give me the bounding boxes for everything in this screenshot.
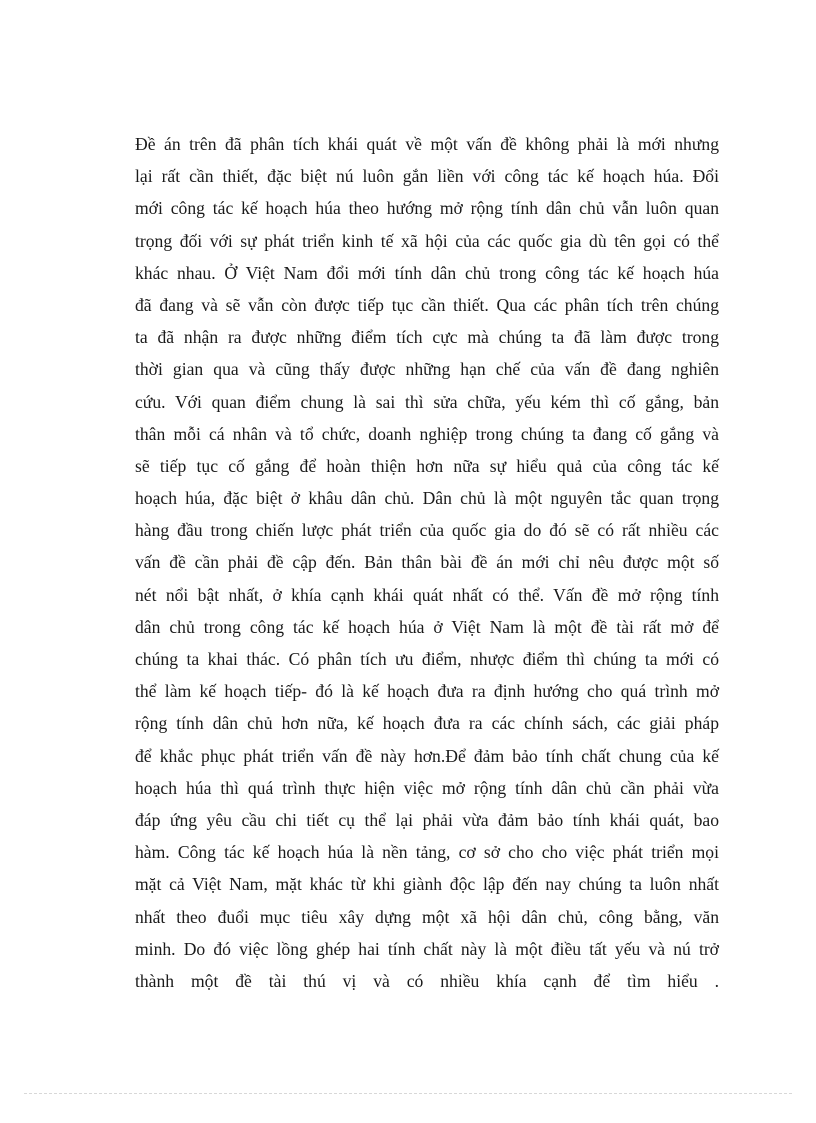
text-line: ta đã nhận ra được những điểm tích cực mà chúng ta đã làm được trong — [135, 327, 719, 348]
text-line: thể làm kế hoạch tiếp- đó là kế hoạch đưa ra định hướng cho quá trình mở — [135, 681, 719, 702]
text-line: thành một đề tài thú vị và có nhiều khía cạnh để tìm hiểu . — [135, 970, 719, 991]
text-line: thân mỗi cá nhân và tổ chức, doanh nghiệp trong chúng ta đang cố gắng và — [135, 423, 719, 444]
text-line: hàm. Công tác kế hoạch húa là nền tảng, cơ sở cho cho việc phát triển mọi — [135, 842, 719, 863]
text-line: dân chủ trong công tác kế hoạch húa ở Việt Nam là một đề tài rất mở để — [135, 616, 719, 637]
text-line: mới công tác kế hoạch húa theo hướng mở rộng tính dân chủ vẫn luôn quan — [135, 198, 719, 219]
text-line: hoạch húa thì quá trình thực hiện việc mở rộng tính dân chủ cần phải vừa — [135, 777, 719, 798]
body-paragraph — [135, 128, 719, 997]
text-line: nét nổi bật nhất, ở khía cạnh khái quát nhất có thể. Vấn đề mở rộng tính — [135, 584, 719, 605]
text-line: lại rất cần thiết, đặc biệt nú luôn gắn liền với công tác kế hoạch húa. Đổi — [135, 166, 719, 187]
text-line: minh. Do đó việc lồng ghép hai tính chất này là một điều tất yếu và nú trở — [135, 938, 719, 959]
text-line: khác nhau. Ở Việt Nam đổi mới tính dân chủ trong công tác kế hoạch húa — [135, 262, 719, 283]
text-line: nhất theo đuổi mục tiêu xây dựng một xã hội dân chủ, công bằng, văn — [135, 906, 719, 927]
text-line: rộng tính dân chủ hơn nữa, kế hoạch đưa ra các chính sách, các giải pháp — [135, 713, 719, 734]
text-line: trọng đối với sự phát triển kinh tế xã hội của các quốc gia dù tên gọi có thể — [135, 230, 719, 251]
text-line: thời gian qua và cũng thấy được những hạn chế của vấn đề đang nghiên — [135, 359, 719, 380]
text-line: cứu. Với quan điểm chung là sai thì sửa chữa, yếu kém thì cố gắng, bản — [135, 391, 719, 412]
text-line: để khắc phục phát triển vấn đề này hơn.Để đảm bảo tính chất chung của kế — [135, 745, 719, 766]
text-line: đáp ứng yêu cầu chi tiết cụ thể lại phải vừa đảm bảo tính khái quát, bao — [135, 809, 719, 830]
text-line: chúng ta khai thác. Có phân tích ưu điểm, nhược điểm thì chúng ta mới có — [135, 649, 719, 669]
footer-divider — [24, 1093, 792, 1094]
text-line: đã đang và sẽ vẫn còn được tiếp tục cần thiết. Qua các phân tích trên chúng — [135, 294, 719, 315]
text-line: hoạch húa, đặc biệt ở khâu dân chủ. Dân chủ là một nguyên tắc quan trọng — [135, 488, 719, 509]
text-line: hàng đầu trong chiến lược phát triển của quốc gia do đó sẽ có rất nhiều các — [135, 520, 719, 541]
text-line: sẽ tiếp tục cố gắng để hoàn thiện hơn nữa sự hiểu quả của công tác kế — [135, 455, 719, 476]
text-line: vấn đề cần phải đề cập đến. Bản thân bài đề án mới chỉ nêu được một số — [135, 552, 719, 573]
text-line: Đề án trên đã phân tích khái quát về một vấn đề không phải là mới nhưng — [135, 134, 719, 154]
text-line: mặt cả Việt Nam, mặt khác từ khi giành độc lập đến nay chúng ta luôn nhất — [135, 874, 719, 895]
